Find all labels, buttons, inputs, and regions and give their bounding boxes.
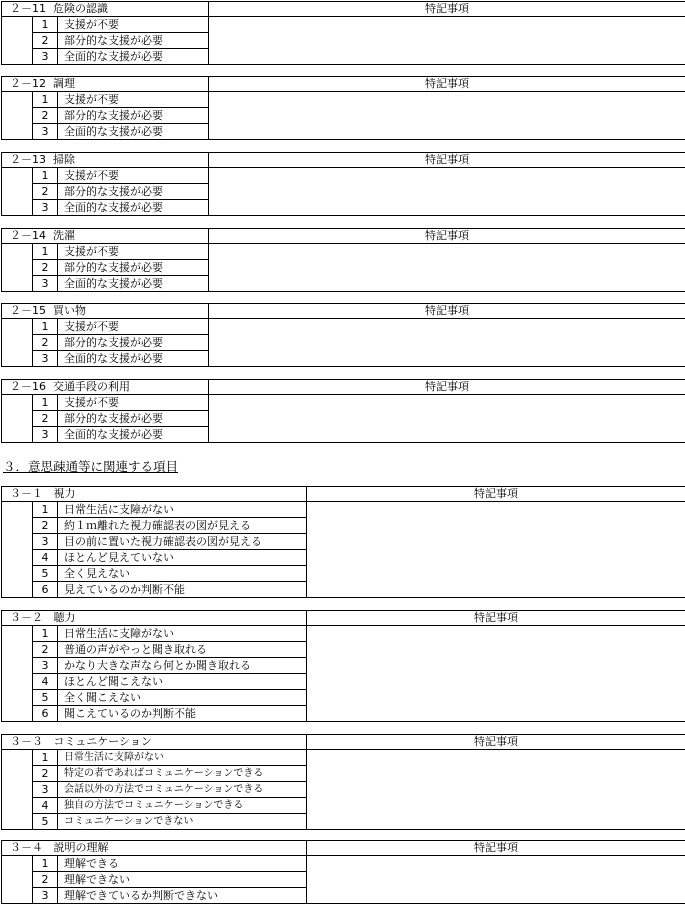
notes-header: 特記事項 — [209, 77, 685, 92]
option-label: 部分的な支援が必要 — [58, 260, 209, 276]
option-number: 3 — [33, 427, 58, 443]
option-label: 独自の方法でコミュニケーションできる — [58, 798, 307, 814]
option-number: 4 — [33, 674, 58, 690]
notes-header: 特記事項 — [209, 153, 685, 168]
item-title-cell — [2, 304, 209, 319]
item-title-cell — [2, 611, 307, 626]
item-title: 洗濯 — [53, 229, 75, 242]
option-label: 部分的な支援が必要 — [58, 335, 209, 351]
option-number: 3 — [33, 351, 58, 367]
indent-cell — [2, 502, 33, 598]
option-number: 1 — [33, 626, 58, 642]
notes-header: 特記事項 — [209, 229, 685, 244]
option-label: 日常生活に支障がない — [58, 502, 307, 518]
item-title-cell — [2, 77, 209, 92]
indent-cell — [2, 17, 33, 65]
option-label: 部分的な支援が必要 — [58, 33, 209, 49]
option-number: 6 — [33, 706, 58, 722]
option-number: 2 — [33, 872, 58, 888]
option-number: 3 — [33, 276, 58, 292]
option-label: 支援が不要 — [58, 92, 209, 108]
item-title: 視力 — [53, 487, 76, 500]
option-number: 2 — [33, 108, 58, 124]
notes-field[interactable] — [209, 168, 685, 216]
option-number: 1 — [33, 502, 58, 518]
option-label: 支援が不要 — [58, 244, 209, 260]
option-label: 見えているのか判断不能 — [58, 582, 307, 598]
option-label: 部分的な支援が必要 — [58, 411, 209, 427]
item-title-cell — [2, 2, 209, 17]
indent-cell — [2, 626, 33, 722]
option-number: 1 — [33, 319, 58, 335]
option-number: 3 — [33, 124, 58, 140]
option-label: ほとんど聞こえない — [58, 674, 307, 690]
item-code: ２－11 — [10, 2, 46, 15]
option-number: 3 — [33, 200, 58, 216]
section-3-heading: ３．意思疎通等に関連する項目 — [3, 459, 179, 474]
option-label: 会話以外の方法でコミュニケーションできる — [58, 782, 307, 798]
option-number: 6 — [33, 582, 58, 598]
item-title: 買い物 — [53, 304, 86, 317]
item-title-cell — [2, 735, 307, 750]
option-label: 理解できているか判断できない — [58, 888, 307, 904]
notes-field[interactable] — [209, 395, 685, 443]
option-label: 全面的な支援が必要 — [58, 49, 209, 65]
item-2-12-table — [1, 76, 685, 140]
option-label: コミュニケーションできない — [58, 814, 307, 830]
option-label: 目の前に置いた視力確認表の図が見える — [58, 534, 307, 550]
indent-cell — [2, 395, 33, 443]
item-2-15-table — [1, 303, 685, 367]
option-number: 1 — [33, 395, 58, 411]
notes-field[interactable] — [209, 244, 685, 292]
option-number: 3 — [33, 658, 58, 674]
item-code: ３－２ — [10, 611, 43, 624]
option-label: 全面的な支援が必要 — [58, 351, 209, 367]
item-title: コミュニケーション — [53, 735, 152, 748]
item-code: ３－１ — [10, 487, 43, 500]
notes-header: 特記事項 — [307, 735, 685, 750]
indent-cell — [2, 319, 33, 367]
option-number: 3 — [33, 534, 58, 550]
item-code: ２－14 — [10, 229, 46, 242]
item-title-cell — [2, 487, 307, 502]
option-label: 支援が不要 — [58, 319, 209, 335]
option-label: 全く見えない — [58, 566, 307, 582]
item-title: 交通手段の利用 — [53, 380, 130, 393]
item-title: 危険の認識 — [53, 2, 108, 15]
option-number: 4 — [33, 550, 58, 566]
option-label: 支援が不要 — [58, 17, 209, 33]
option-label: 全面的な支援が必要 — [58, 200, 209, 216]
indent-cell — [2, 168, 33, 216]
option-number: 1 — [33, 17, 58, 33]
option-label: 聞こえているのか判断不能 — [58, 706, 307, 722]
option-label: 特定の者であればコミュニケーションできる — [58, 766, 307, 782]
notes-field[interactable] — [209, 17, 685, 65]
option-label: 部分的な支援が必要 — [58, 184, 209, 200]
item-code: ３－４ — [10, 841, 43, 854]
option-number: 1 — [33, 168, 58, 184]
option-number: 1 — [33, 750, 58, 766]
option-number: 3 — [33, 782, 58, 798]
item-title: 掃除 — [53, 153, 75, 166]
option-number: 2 — [33, 184, 58, 200]
item-2-16-table — [1, 379, 685, 443]
option-number: 2 — [33, 260, 58, 276]
option-label: 日常生活に支障がない — [58, 626, 307, 642]
option-number: 3 — [33, 49, 58, 65]
item-title-cell — [2, 841, 307, 856]
notes-header: 特記事項 — [209, 304, 685, 319]
item-3-2-table — [1, 610, 685, 722]
item-2-13-table — [1, 152, 685, 216]
option-label: かなり大きな声なら何とか聞き取れる — [58, 658, 307, 674]
option-number: 4 — [33, 798, 58, 814]
item-code: ２－12 — [10, 77, 46, 90]
notes-header: 特記事項 — [307, 487, 685, 502]
item-code: ３－３ — [10, 735, 43, 748]
notes-header: 特記事項 — [307, 611, 685, 626]
indent-cell — [2, 92, 33, 140]
option-number: 1 — [33, 92, 58, 108]
item-3-4-table — [1, 840, 685, 904]
notes-field[interactable] — [209, 319, 685, 367]
option-label: 支援が不要 — [58, 395, 209, 411]
option-label: 部分的な支援が必要 — [58, 108, 209, 124]
option-label: 約１ｍ離れた視力確認表の図が見える — [58, 518, 307, 534]
item-title: 説明の理解 — [53, 841, 109, 854]
option-label: 理解できる — [58, 856, 307, 872]
item-title: 調理 — [53, 77, 75, 90]
option-label: 支援が不要 — [58, 168, 209, 184]
item-title-cell — [2, 229, 209, 244]
notes-field[interactable] — [307, 502, 685, 598]
notes-field[interactable] — [307, 856, 685, 904]
option-number: 2 — [33, 33, 58, 49]
option-label: 全く聞こえない — [58, 690, 307, 706]
option-label: 理解できない — [58, 872, 307, 888]
option-number: 2 — [33, 335, 58, 351]
indent-cell — [2, 244, 33, 292]
option-number: 3 — [33, 888, 58, 904]
option-number: 2 — [33, 642, 58, 658]
indent-cell — [2, 856, 33, 904]
option-number: 1 — [33, 856, 58, 872]
option-label: 普通の声がやっと聞き取れる — [58, 642, 307, 658]
option-label: 全面的な支援が必要 — [58, 124, 209, 140]
option-number: 2 — [33, 411, 58, 427]
item-code: ２－13 — [10, 153, 46, 166]
option-label: 全面的な支援が必要 — [58, 427, 209, 443]
notes-header: 特記事項 — [209, 380, 685, 395]
option-number: 2 — [33, 766, 58, 782]
item-3-1-table — [1, 486, 685, 598]
option-label: 日常生活に支障がない — [58, 750, 307, 766]
option-label: 全面的な支援が必要 — [58, 276, 209, 292]
item-3-3-table — [1, 734, 685, 830]
option-number: 5 — [33, 566, 58, 582]
notes-header: 特記事項 — [209, 2, 685, 17]
item-2-11-table — [1, 1, 685, 65]
notes-header: 特記事項 — [307, 841, 685, 856]
item-code: ２－15 — [10, 304, 46, 317]
item-code: ２－16 — [10, 380, 46, 393]
notes-field[interactable] — [209, 92, 685, 140]
item-2-14-table — [1, 228, 685, 292]
item-title-cell — [2, 153, 209, 168]
item-title: 聴力 — [53, 611, 76, 624]
option-number: 1 — [33, 244, 58, 260]
option-number: 2 — [33, 518, 58, 534]
option-number: 5 — [33, 814, 58, 830]
item-title-cell — [2, 380, 209, 395]
indent-cell — [2, 750, 33, 830]
notes-field[interactable] — [307, 626, 685, 722]
option-number: 5 — [33, 690, 58, 706]
option-label: ほとんど見えていない — [58, 550, 307, 566]
notes-field[interactable] — [307, 750, 685, 830]
